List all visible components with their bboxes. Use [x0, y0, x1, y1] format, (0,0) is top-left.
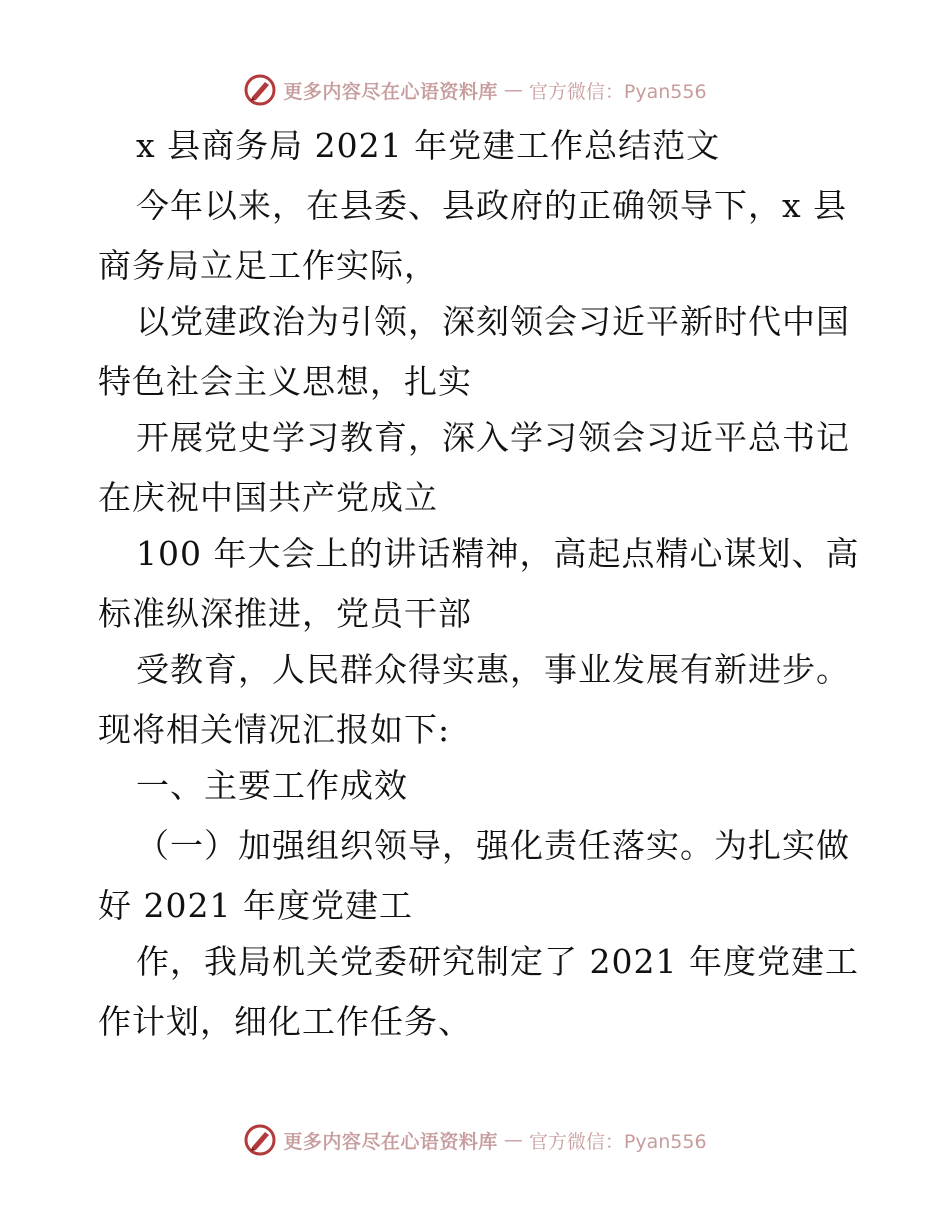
- document-title: x 县商务局 2021 年党建工作总结范文: [136, 126, 721, 165]
- paragraph-line: 开展党史学习教育，深入学习领会习近平总书记: [136, 418, 850, 457]
- paragraph-line: 现将相关情况汇报如下:: [98, 710, 451, 749]
- watermark-separator: —: [503, 79, 523, 101]
- paragraph-line: 今年以来，在县委、县政府的正确领导下，x 县: [136, 186, 848, 225]
- paragraph-line: 在庆祝中国共产党成立: [98, 478, 438, 517]
- paragraph-line: 100 年大会上的讲话精神，高起点精心谋划、高: [136, 534, 860, 573]
- section-heading: 一、主要工作成效: [136, 766, 408, 805]
- pen-logo-icon: [243, 1123, 277, 1157]
- paragraph-line: 商务局立足工作实际，: [98, 246, 438, 285]
- paragraph-line: 作计划，细化工作任务、: [98, 1002, 472, 1041]
- paragraph-line: 作，我局机关党委研究制定了 2021 年度党建工: [136, 942, 859, 981]
- paragraph-line: 受教育，人民群众得实惠，事业发展有新进步。: [136, 650, 850, 689]
- watermark-bottom: [0, 1120, 950, 1160]
- watermark-wechat-text: 官方微信：Pyan556: [528, 1130, 707, 1153]
- subsection-heading: （一）加强组织领导，强化责任落实。为扎实做: [136, 826, 850, 865]
- paragraph-line: 好 2021 年度党建工: [98, 886, 413, 925]
- watermark-main-text: 更多内容尽在心语资料库: [283, 1130, 498, 1153]
- pen-logo-icon: [243, 73, 277, 107]
- paragraph-line: 标准纵深推进，党员干部: [98, 594, 472, 633]
- paragraph-line: 特色社会主义思想，扎实: [98, 362, 472, 401]
- watermark-top: [0, 70, 950, 110]
- watermark-separator: —: [503, 1129, 523, 1151]
- watermark-main-text: 更多内容尽在心语资料库: [283, 80, 498, 103]
- paragraph-line: 以党建政治为引领，深刻领会习近平新时代中国: [136, 302, 850, 341]
- watermark-wechat-text: 官方微信：Pyan556: [528, 80, 707, 103]
